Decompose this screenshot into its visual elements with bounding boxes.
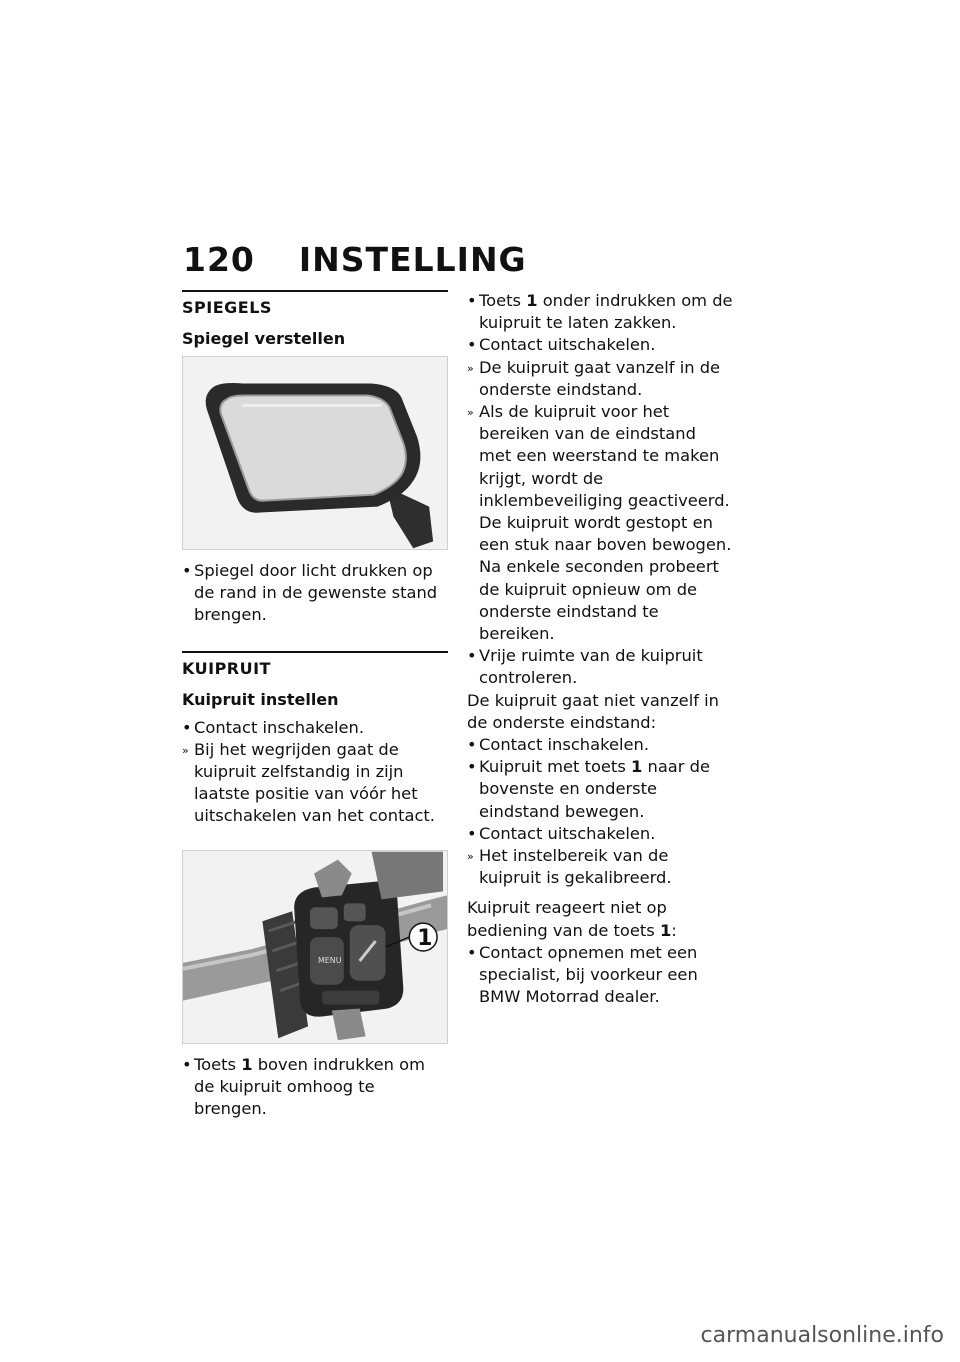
list-item: • Toets 1 onder indrukken om de kuipruit te laten zakken.	[467, 291, 733, 333]
result-arrow-icon: »	[467, 850, 474, 864]
list-item: • Kuipruit met toets 1 naar de bovenste en onderste eindstand bewegen.	[467, 757, 710, 821]
bullet-icon: •	[467, 823, 477, 843]
windscreen-steps-b	[467, 290, 733, 690]
bullet-icon: •	[467, 335, 477, 355]
section-title-windscreen: KUIPRUIT	[182, 658, 271, 678]
windscreen-steps-c	[467, 734, 733, 889]
list-item: » Het instelbereik van de kuipruit is gekalibreerd.	[467, 846, 672, 888]
list-item: • Contact uitschakelen.	[467, 334, 733, 356]
list-item: » De kuipruit gaat vanzelf in de onderste eindstand.	[467, 357, 721, 399]
bullet-icon: •	[467, 942, 477, 962]
mirror-image	[183, 357, 447, 549]
callout-label: 1	[417, 925, 433, 951]
list-item: • Contact opnemen met een specialist, bij voorkeur een BMW Motorrad dealer.	[467, 942, 698, 1007]
watermark: carmanualsonline.info	[700, 1323, 944, 1348]
key-reference: 1	[241, 1054, 253, 1074]
windscreen-step-up	[182, 1054, 448, 1121]
bullet-icon: •	[467, 291, 477, 310]
page-number: 120	[183, 240, 255, 279]
paragraph-no-response: Kuipruit reageert niet op bediening van de toets 1:	[467, 898, 677, 940]
result-arrow-icon: »	[182, 743, 189, 757]
paragraph-not-auto: De kuipruit gaat niet vanzelf in de onderste eindstand:	[467, 690, 719, 732]
list-item: • Contact inschakelen.	[467, 734, 733, 756]
section-rule	[182, 651, 448, 653]
windscreen-steps-d	[467, 942, 733, 1009]
windscreen-steps-a	[182, 717, 448, 828]
list-item: » Bij het wegrijden gaat de kuipruit zelfstandig in zijn laatste positie van vóór het uitschakelen van het contact.	[182, 739, 435, 826]
bullet-icon: •	[467, 757, 477, 777]
list-item: » Als de kuipruit voor het bereiken van de eindstand met een weerstand te maken krijgt, wordt de inklembeveiliging geactiveerd. De kuipruit wordt gestopt en een stuk naar boven bewogen. Na enkele seconden probeert de kuipruit opnieuw om de onderste eindstand te bereiken.	[467, 402, 732, 644]
list-item: • Spiegel door licht drukken op de rand in de gewenste stand brengen.	[182, 561, 438, 625]
key-reference: 1	[630, 757, 643, 777]
handlebar-switch-illustration	[182, 850, 448, 1044]
bullet-icon: •	[182, 1054, 192, 1074]
chapter-title: INSTELLING	[298, 240, 527, 279]
key-reference: 1	[526, 291, 538, 310]
list-item: • Toets 1 boven indrukken om de kuipruit omhoog te brengen.	[182, 1054, 425, 1119]
mirror-steps	[182, 560, 448, 627]
list-item: • Contact uitschakelen.	[467, 823, 733, 845]
handlebar-switch-image	[183, 851, 447, 1043]
section-rule	[182, 290, 448, 292]
list-item: • Vrije ruimte van de kuipruit controleren.	[467, 646, 703, 688]
left-column	[182, 290, 448, 1120]
right-column	[467, 290, 733, 1009]
svg-text:MENU: MENU	[317, 955, 342, 965]
result-arrow-icon: »	[467, 361, 474, 375]
mirror-illustration	[182, 356, 448, 550]
section-title-mirrors: SPIEGELS	[182, 298, 272, 317]
subheading-windscreen-adjust: Kuipruit instellen	[182, 689, 339, 709]
bullet-icon: •	[467, 735, 477, 755]
page-header	[183, 240, 527, 279]
bullet-icon: •	[182, 561, 192, 580]
result-arrow-icon: »	[467, 406, 474, 420]
bullet-icon: •	[467, 646, 477, 666]
key-reference: 1	[659, 920, 672, 940]
subheading-mirror-adjust: Spiegel verstellen	[182, 329, 346, 348]
bullet-icon: •	[182, 717, 192, 737]
list-item: • Contact inschakelen.	[182, 717, 448, 739]
